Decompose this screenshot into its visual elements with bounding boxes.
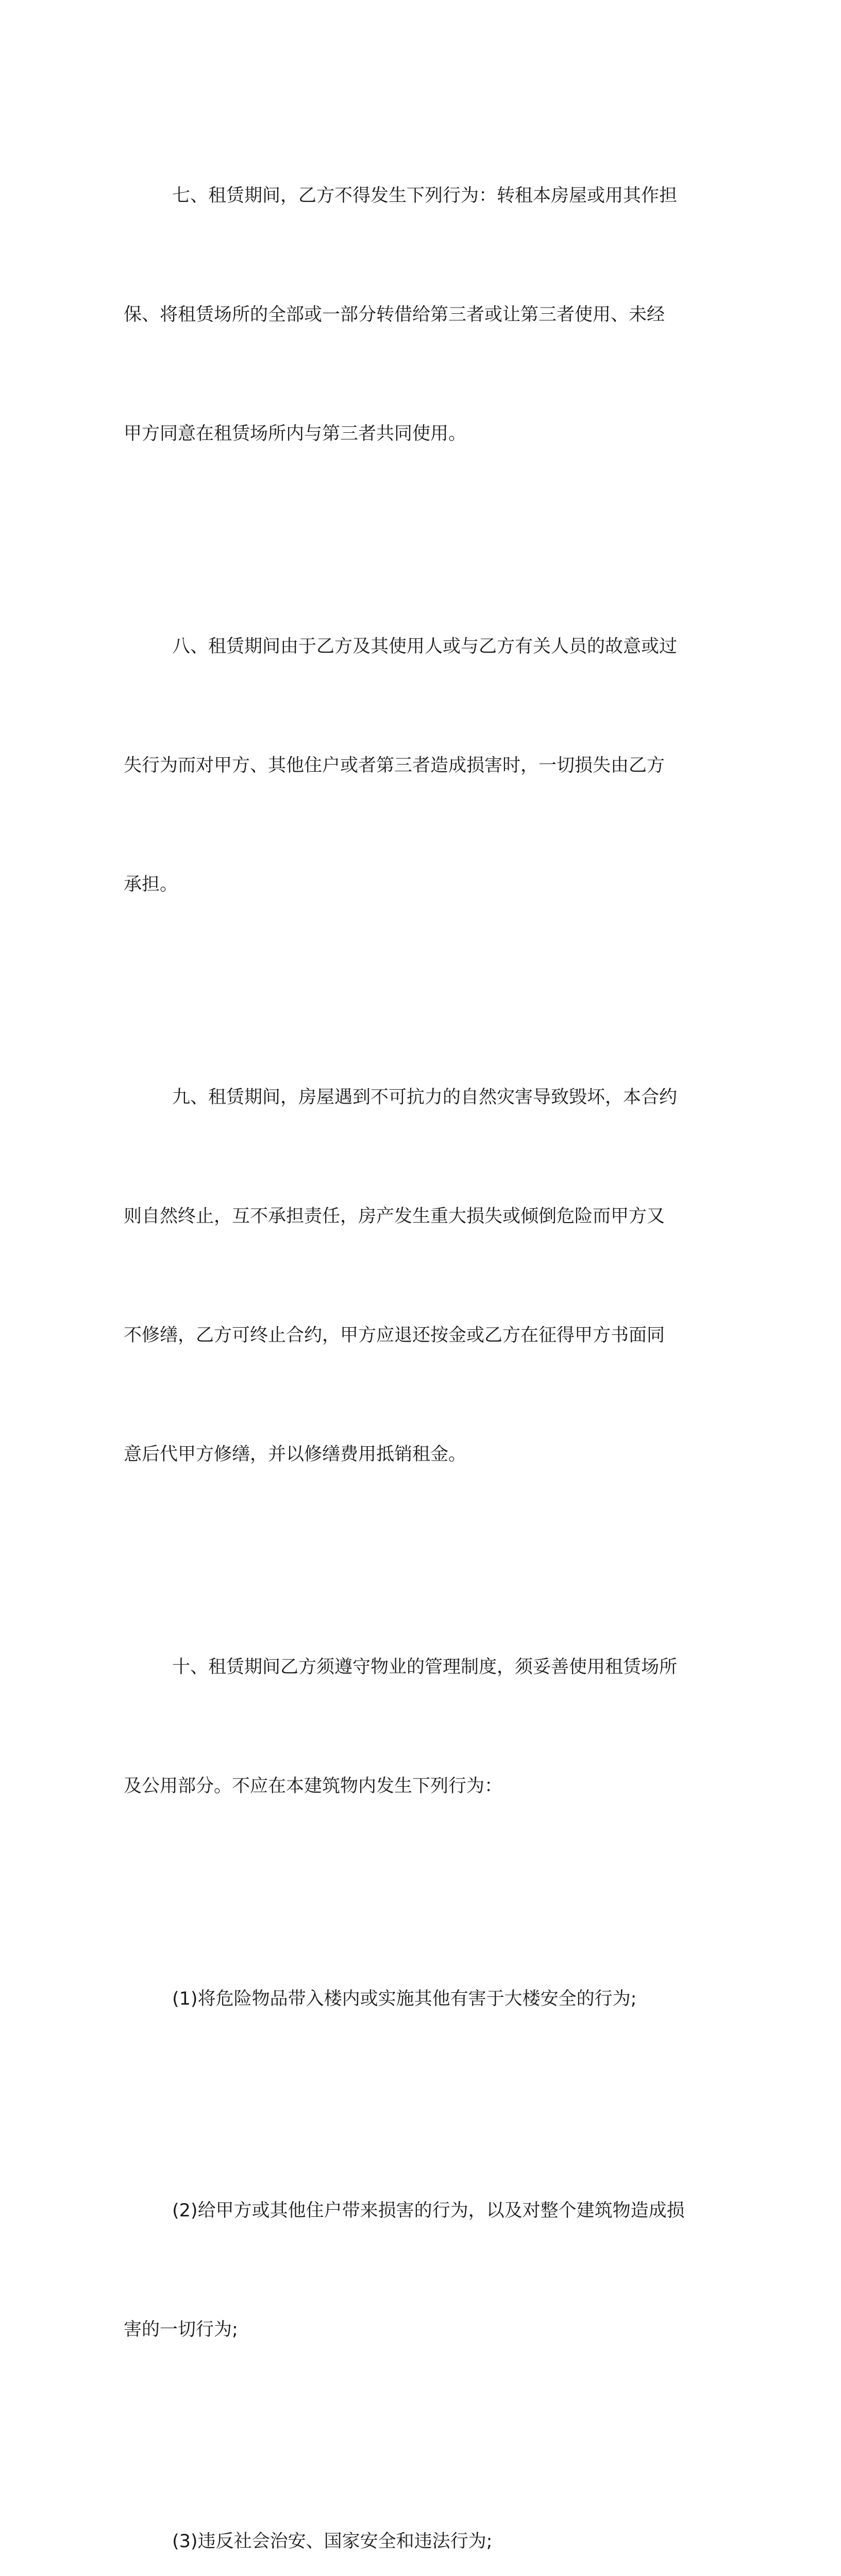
- text-line: 则自然终止，互不承担责任，房产发生重大损失或倾倒危险而甲方又: [124, 1206, 665, 1227]
- text-line: 七、租赁期间，乙方不得发生下列行为：转租本房屋或用其作担: [172, 185, 678, 206]
- text-line: 九、租赁期间，房屋遇到不可抗力的自然灾害导致毁坏，本合约: [172, 1087, 678, 1108]
- text-line: 甲方同意在租赁场所内与第三者共同使用。: [124, 423, 467, 444]
- list-item-3: [124, 2443, 716, 2576]
- clause-nine: [124, 998, 716, 1554]
- text-line: 八、租赁期间由于乙方及其使用人或与乙方有关人员的故意或过: [172, 636, 678, 657]
- text-line: 意后代甲方修缮，并以修缮费用抵销租金。: [124, 1444, 467, 1465]
- list-item-2: [124, 2112, 716, 2429]
- text-line: 害的一切行为;: [124, 2319, 238, 2340]
- text-line: (1)将危险物品带入楼内或实施其他有害于大楼安全的行为;: [172, 1989, 637, 2009]
- clause-ten: [124, 1568, 716, 1886]
- text-line: 十、租赁期间乙方须遵守物业的管理制度，须妥善使用租赁场所: [172, 1657, 678, 1677]
- document-body: [124, 97, 716, 2576]
- text-line: 失行为而对甲方、其他住户或者第三者造成损害时，一切损失由乙方: [124, 755, 665, 776]
- text-line: 不修缮，乙方可终止合约，甲方应退还按金或乙方在征得甲方书面同: [124, 1325, 665, 1346]
- list-item-1: [124, 1900, 716, 2098]
- text-line: (2)给甲方或其他住户带来损害的行为，以及对整个建筑物造成损: [172, 2200, 685, 2221]
- clause-eight: [124, 548, 716, 984]
- text-line: (3)违反社会治安、国家安全和违法行为;: [172, 2531, 493, 2552]
- text-line: 承担。: [124, 874, 178, 895]
- clause-seven: [124, 97, 716, 533]
- text-line: 及公用部分。不应在本建筑物内发生下列行为：: [124, 1776, 503, 1797]
- text-line: 保、将租赁场所的全部或一部分转借给第三者或让第三者使用、未经: [124, 304, 665, 325]
